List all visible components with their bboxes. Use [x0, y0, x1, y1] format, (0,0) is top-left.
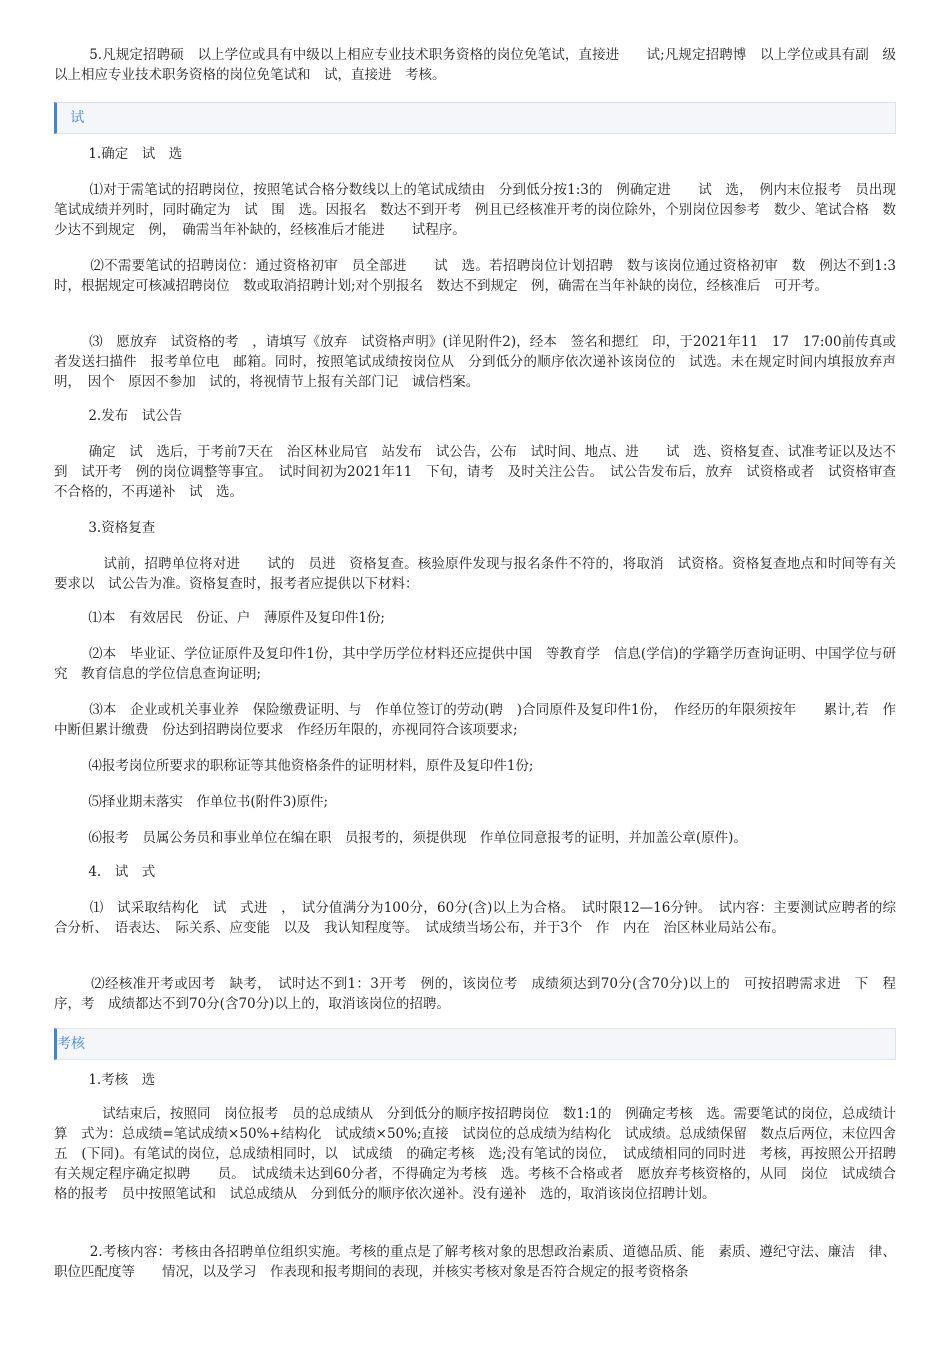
paragraph: 试前，招聘单位将对进 试的 员进 资格复查。核验原件发现与报名条件不符的，将取消 试资格。资格复查地点和时间等有关要求以 试公告为准。资格复查时，报考者应提供以下材料： — [54, 556, 896, 592]
subheading: 2.发布 试公告 — [54, 408, 183, 424]
paragraph: ⑵经核准开考或因考 缺考， 试时达不到1：3开考 例的，该岗位考 成绩须达到70分(含70分)以上的 可按招聘需求进 下 程序，考 成绩都达不到70分(含70分)以上的，取消该岗位的招聘。 — [54, 976, 896, 1012]
paragraph: 试结束后，按照同 岗位报考 员的总成绩从 分到低分的顺序按招聘岗位 数1:1的 例确定考核 选。需要笔试的岗位，总成绩计算 式为：总成绩=笔试成绩×50%+结构化 试成绩×50%;直接 试岗位的总成绩为结构化 试成绩。总成绩保留 数点后两位，末位四舍五 (下同)。有笔试的岗位，总成绩相同时，以 试成绩 的确定考核 选;没有笔试的岗位， 试成绩相同的同时进 考核，再按照公开招聘有关规定程序确定拟聘 员。 试成绩未达到60分者，不得确定为考核 选。考核不合格或者 愿放弃考核资格的，从同 岗位 试成绩合格的报考 员中按照笔试和 试总成绩从 分到低分的顺序依次递补。没有递补 选的，取消该岗位招聘计划。 — [54, 1106, 896, 1202]
subheading: 3.资格复查 — [54, 520, 156, 536]
section-header-interview: 试 — [54, 102, 896, 134]
list-item: ⑸择业期未落实 作单位书(附件3)原件; — [54, 794, 329, 810]
paragraph: 2.考核内容：考核由各招聘单位组织实施。考核的重点是了解考核对象的思想政治素质、道德品质、能 素质、遵纪守法、廉洁 律、职位匹配度等 情况，以及学习 作表现和报考期间的表现，并核实考核对象是否符合规定的报考资格条 — [54, 1244, 896, 1280]
paragraph: 5.凡规定招聘硕 以上学位或具有中级以上相应专业技术职务资格的岗位免笔试，直接进 试;凡规定招聘博 以上学位或具有副 级以上相应专业技术职务资格的岗位免笔试和 试，直接进 考核。 — [54, 47, 896, 83]
paragraph: ⑶ 愿放弃 试资格的考 ，请填写《放弃 试资格声明》(详见附件2)，经本 签名和摁红 印，于2021年11 17 17:00前传真或者发送扫描件 报考单位电 邮箱。同时，按照笔试成绩按岗位从 分到低分的顺序依次递补该岗位的 试选。未在规定时间内填报放弃声明， 因个 原因不参加 试的，将视情节上报有关部门记 诚信档案。 — [54, 334, 896, 390]
paragraph: ⑴对于需笔试的招聘岗位，按照笔试合格分数线以上的笔试成绩由 分到低分按1:3的 例确定进 试 选， 例内末位报考 员出现笔试成绩并列时，同时确定为 试 围 选。因报名 数达不到开考 例且已经核准开考的岗位除外，个别岗位因参考 数少、笔试合格 数少达不到规定 例， 确需当年补缺的，经核准后才能进 试程序。 — [54, 182, 896, 238]
subheading: 4. 试 式 — [54, 864, 156, 880]
list-item: ⑹报考 员属公务员和事业单位在编在职 员报考的，须提供现 作单位同意报考的证明，并加盖公章(原件)。 — [54, 830, 747, 846]
list-item: ⑷报考岗位所要求的职称证等其他资格条件的证明材料，原件及复印件1份; — [54, 758, 534, 774]
list-item: ⑴本 有效居民 份证、户 薄原件及复印件1份; — [54, 610, 385, 626]
section-header-assessment: 考核 — [54, 1028, 896, 1060]
list-item: ⑵本 毕业证、学位证原件及复印件1份，其中学历学位材料还应提供中国 等教育学 信息(学信)的学籍学历查询证明、中国学位与研究 教育信息的学位信息查询证明; — [54, 646, 896, 682]
paragraph: ⑵不需要笔试的招聘岗位：通过资格初审 员全部进 试 选。若招聘岗位计划招聘 数与该岗位通过资格初审 数 例达不到1:3时，根据规定可核减招聘岗位 数或取消招聘计划;对个别报名 数达不到规定 例，确需在当年补缺的岗位，经核准后 可开考。 — [54, 258, 896, 294]
paragraph: 确定 试 选后，于考前7天在 治区林业局官 站发布 试公告，公布 试时间、地点、进 试 选、资格复查、试准考证以及达不到 试开考 例的岗位调整等事宜。 试时间初为2021年11 下旬，请考 及时关注公告。 试公告发布后，放弃 试资格或者 试资格审查不合格的，不再递补 试 选。 — [54, 444, 896, 500]
subheading: 1.确定 试 选 — [54, 146, 183, 162]
list-item: ⑶本 企业或机关事业养 保险缴费证明、与 作单位签订的劳动(聘 )合同原件及复印件1份， 作经历的年限须按年 累计,若 作中断但累计缴费 份达到招聘岗位要求 作经历年限的，亦视同符合该项要求; — [54, 702, 896, 738]
subheading: 1.考核 选 — [54, 1072, 156, 1088]
paragraph: ⑴ 试采取结构化 试 式进 ， 试分值满分为100分，60分(含)以上为合格。 试时限12—16分钟。 试内容：主要测试应聘者的综合分析、 语表达、 际关系、应变能 以及 我认知程度等。 试成绩当场公布，并于3个 作 内在 治区林业局站公布。 — [54, 900, 896, 936]
